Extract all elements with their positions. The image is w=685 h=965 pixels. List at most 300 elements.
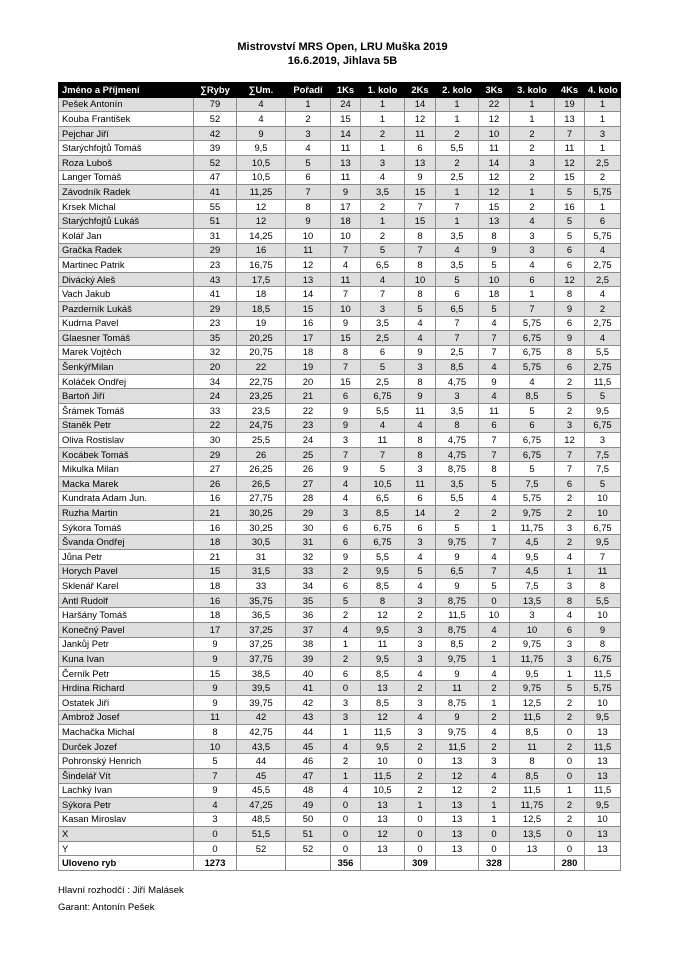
round3-count: 1 [479,520,510,535]
round1-count: 9 [331,185,361,200]
placement-sum: 20,75 [237,345,286,360]
document-subtitle: 16.6.2019, Jihlava 5B [287,55,398,67]
round2-placement: 13 [436,754,479,769]
round1-count: 7 [331,447,361,462]
competitor-name: Konečný Pavel [59,622,194,637]
round3-count: 5 [479,301,510,316]
round3-placement: 1 [510,287,555,302]
round1-count: 3 [331,710,361,725]
rank: 22 [286,404,331,419]
round4-count: 5 [555,185,585,200]
round2-count: 4 [405,579,436,594]
round4-count: 6 [555,258,585,273]
table-row [59,506,621,521]
round2-count: 3 [405,360,436,375]
round3-count: 4 [479,725,510,740]
placement-sum: 11,25 [237,185,286,200]
round3-placement: 10 [510,622,555,637]
round1-placement: 4 [361,418,405,433]
round4-count: 3 [555,520,585,535]
round3-count: 2 [479,681,510,696]
round2-placement: 8,75 [436,462,479,477]
round4-placement: 9,5 [585,535,621,550]
competitor-name: Pazderník Lukáš [59,301,194,316]
round3-count: 13 [479,214,510,229]
competitor-name: ŠenkýřMilan [59,360,194,375]
round1-placement: 4 [361,272,405,287]
round1-placement: 3,5 [361,316,405,331]
round1-count: 14 [331,126,361,141]
round2-count: 3 [405,695,436,710]
table-row [59,695,621,710]
round4-count: 1 [555,666,585,681]
round1-count: 9 [331,316,361,331]
column-header-name: Jméno a Příjmení [59,83,194,98]
round3-count: 11 [479,141,510,156]
round3-placement: 7 [510,301,555,316]
round1-count: 3 [331,695,361,710]
round1-placement: 6,5 [361,491,405,506]
fish-total: 18 [194,535,237,550]
competitor-name: Kundrata Adam Jun. [59,491,194,506]
round1-placement: 6,5 [361,258,405,273]
round4-placement: 11,5 [585,374,621,389]
fish-total: 21 [194,550,237,565]
round3-placement: 4 [510,214,555,229]
round1-placement: 7 [361,447,405,462]
round2-placement: 4,75 [436,374,479,389]
round4-count: 13 [555,112,585,127]
round3-placement: 5,75 [510,316,555,331]
round1-count: 8 [331,345,361,360]
rank: 34 [286,579,331,594]
round3-placement: 9,75 [510,637,555,652]
round2-count: 1 [405,798,436,813]
round4-count: 2 [555,374,585,389]
round4-count: 6 [555,316,585,331]
round2-placement: 3,5 [436,258,479,273]
competitor-name: Ambrož Josef [59,710,194,725]
round1-placement: 6,75 [361,520,405,535]
fish-total: 33 [194,404,237,419]
round1-count: 7 [331,243,361,258]
round4-placement: 9,5 [585,710,621,725]
placement-sum: 9 [237,126,286,141]
round2-count: 8 [405,433,436,448]
competitor-name: Ruzha Martin [59,506,194,521]
round2-placement: 3 [436,389,479,404]
competitor-name: Bartoň Jiří [59,389,194,404]
round2-count: 9 [405,345,436,360]
round2-count: 3 [405,622,436,637]
round4-count: 2 [555,739,585,754]
round3-placement: 4,5 [510,535,555,550]
round4-placement: 13 [585,841,621,856]
competitor-name: Jankůj Petr [59,637,194,652]
round3-placement: 6 [510,272,555,287]
round1-placement: 12 [361,710,405,725]
round1-placement: 8,5 [361,666,405,681]
table-row [59,652,621,667]
round4-placement: 11,5 [585,783,621,798]
rank: 35 [286,593,331,608]
round1-placement: 7 [361,287,405,302]
competitor-name: Roza Luboš [59,155,194,170]
competitor-name: Staněk Petr [59,418,194,433]
round3-placement: 6,75 [510,433,555,448]
table-row [59,535,621,550]
round1-placement: 5 [361,243,405,258]
round1-placement: 11,5 [361,725,405,740]
placement-sum: 31,5 [237,564,286,579]
round1-placement: 2 [361,228,405,243]
rank: 12 [286,258,331,273]
round3-placement: 3 [510,228,555,243]
round1-count: 1 [331,637,361,652]
placement-sum: 19 [237,316,286,331]
round4-placement: 2,75 [585,258,621,273]
round3-count: 4 [479,389,510,404]
round1-count: 15 [331,374,361,389]
placement-sum: 4 [237,112,286,127]
total-row [59,856,621,871]
placement-sum: 43,5 [237,739,286,754]
table-row [59,228,621,243]
rank: 20 [286,374,331,389]
fish-total: 0 [194,841,237,856]
total-round3-count: 328 [479,856,510,871]
placement-sum: 20,25 [237,331,286,346]
round2-placement: 5,5 [436,141,479,156]
table-row [59,433,621,448]
round3-placement: 9,75 [510,681,555,696]
rank: 36 [286,608,331,623]
round4-placement: 5,75 [585,681,621,696]
round1-count: 11 [331,170,361,185]
round1-placement: 10,5 [361,477,405,492]
round2-count: 9 [405,170,436,185]
rank: 31 [286,535,331,550]
round2-placement: 5 [436,520,479,535]
round3-placement: 6,75 [510,345,555,360]
round4-placement: 2,75 [585,316,621,331]
round2-placement: 4,75 [436,447,479,462]
round1-count: 11 [331,141,361,156]
round3-placement: 2 [510,199,555,214]
rank: 40 [286,666,331,681]
round2-placement: 9 [436,666,479,681]
round3-count: 2 [479,710,510,725]
round1-placement: 8 [361,593,405,608]
table-row [59,637,621,652]
round2-count: 5 [405,301,436,316]
competitor-name: Machačka Michal [59,725,194,740]
round4-placement: 10 [585,491,621,506]
table-row [59,214,621,229]
competitor-name: Sýkora Tomáš [59,520,194,535]
round1-count: 11 [331,272,361,287]
round2-placement: 8,75 [436,695,479,710]
round4-placement: 9 [585,622,621,637]
round2-placement: 2 [436,126,479,141]
round2-placement: 5,5 [436,491,479,506]
round3-count: 0 [479,593,510,608]
round2-placement: 8,5 [436,360,479,375]
round4-placement: 10 [585,506,621,521]
round3-count: 0 [479,827,510,842]
round1-placement: 11 [361,433,405,448]
table-row [59,418,621,433]
table-row [59,681,621,696]
rank: 29 [286,506,331,521]
round4-count: 7 [555,447,585,462]
round1-count: 5 [331,593,361,608]
round2-placement: 1 [436,185,479,200]
round4-placement: 7 [585,550,621,565]
rank: 2 [286,112,331,127]
round4-placement: 8 [585,637,621,652]
placement-sum: 12 [237,214,286,229]
rank: 42 [286,695,331,710]
round4-placement: 4 [585,331,621,346]
rank: 8 [286,199,331,214]
round3-placement: 13 [510,841,555,856]
placement-sum: 12 [237,199,286,214]
rank: 15 [286,301,331,316]
rank: 10 [286,228,331,243]
rank: 32 [286,550,331,565]
round3-count: 15 [479,199,510,214]
table-row [59,768,621,783]
round3-count: 3 [479,754,510,769]
round1-count: 24 [331,97,361,112]
table-row [59,827,621,842]
table-row [59,301,621,316]
round3-count: 5 [479,258,510,273]
fish-total: 9 [194,695,237,710]
round3-placement: 1 [510,97,555,112]
total-cell [585,856,621,871]
total-cell [510,856,555,871]
competitor-name: Martinec Patrik [59,258,194,273]
round4-placement: 3 [585,433,621,448]
round1-placement: 11 [361,637,405,652]
round2-placement: 9 [436,579,479,594]
round1-count: 6 [331,579,361,594]
round1-count: 9 [331,418,361,433]
round4-placement: 10 [585,608,621,623]
round1-count: 9 [331,462,361,477]
table-row [59,374,621,389]
total-round2-count: 309 [405,856,436,871]
round3-placement: 2 [510,141,555,156]
round3-count: 0 [479,841,510,856]
placement-sum: 35,75 [237,593,286,608]
round3-placement: 2 [510,126,555,141]
table-row [59,389,621,404]
column-header-round3-count: 3Ks [479,83,510,98]
table-row [59,199,621,214]
round2-placement: 4,75 [436,433,479,448]
table-row [59,345,621,360]
guarantor: Garant: Antonín Pešek [58,902,155,913]
competitor-name: Sýkora Petr [59,798,194,813]
round4-count: 3 [555,652,585,667]
round1-placement: 1 [361,141,405,156]
rank: 48 [286,783,331,798]
rank: 1 [286,97,331,112]
round4-count: 1 [555,564,585,579]
round1-count: 0 [331,812,361,827]
round3-count: 9 [479,243,510,258]
round2-count: 11 [405,477,436,492]
round3-count: 1 [479,652,510,667]
round3-count: 4 [479,491,510,506]
round1-placement: 5 [361,360,405,375]
round3-count: 7 [479,345,510,360]
round2-placement: 2,5 [436,345,479,360]
table-row [59,287,621,302]
fish-total: 9 [194,637,237,652]
round4-placement: 6,75 [585,520,621,535]
competitor-name: Šindelář Vít [59,768,194,783]
round3-count: 1 [479,798,510,813]
round1-count: 10 [331,301,361,316]
round1-count: 15 [331,331,361,346]
round2-count: 6 [405,520,436,535]
rank: 25 [286,447,331,462]
round4-placement: 5 [585,389,621,404]
total-round1-count: 356 [331,856,361,871]
fish-total: 24 [194,389,237,404]
round3-placement: 4 [510,374,555,389]
round4-placement: 5,5 [585,345,621,360]
round1-count: 0 [331,681,361,696]
round4-placement: 4 [585,243,621,258]
placement-sum: 39,75 [237,695,286,710]
chief-referee: Hlavní rozhodčí : Jiří Malásek [58,885,184,896]
round1-placement: 9,5 [361,622,405,637]
rank: 24 [286,433,331,448]
round1-count: 9 [331,404,361,419]
total-cell [436,856,479,871]
round1-count: 10 [331,228,361,243]
round2-count: 3 [405,535,436,550]
round1-placement: 13 [361,798,405,813]
round2-count: 0 [405,754,436,769]
round3-placement: 5,75 [510,491,555,506]
column-header-round3: 3. kolo [510,83,555,98]
round2-count: 12 [405,112,436,127]
results-table [58,82,621,871]
round3-placement: 9,75 [510,506,555,521]
round2-count: 9 [405,389,436,404]
rank: 27 [286,477,331,492]
fish-total: 9 [194,681,237,696]
round2-count: 3 [405,725,436,740]
round3-placement: 4,5 [510,564,555,579]
column-header-round2: 2. kolo [436,83,479,98]
round4-count: 2 [555,695,585,710]
fish-total: 39 [194,141,237,156]
round2-placement: 4 [436,243,479,258]
fish-total: 47 [194,170,237,185]
table-row [59,550,621,565]
round2-count: 2 [405,681,436,696]
placement-sum: 37,25 [237,622,286,637]
round3-count: 6 [479,418,510,433]
round2-count: 4 [405,331,436,346]
round2-placement: 12 [436,783,479,798]
table-row [59,272,621,287]
round1-count: 13 [331,155,361,170]
round2-placement: 8,75 [436,593,479,608]
table-row [59,739,621,754]
round3-placement: 7,5 [510,477,555,492]
fish-total: 34 [194,374,237,389]
competitor-name: Mikulka Milan [59,462,194,477]
round1-count: 1 [331,768,361,783]
table-row [59,170,621,185]
fish-total: 17 [194,622,237,637]
placement-sum: 39,5 [237,681,286,696]
table-row [59,126,621,141]
round3-placement: 11,75 [510,520,555,535]
competitor-name: Macka Marek [59,477,194,492]
round3-placement: 11,5 [510,783,555,798]
round2-placement: 13 [436,827,479,842]
round2-placement: 2,5 [436,170,479,185]
placement-sum: 42,75 [237,725,286,740]
round3-count: 10 [479,272,510,287]
round2-count: 15 [405,214,436,229]
placement-sum: 51,5 [237,827,286,842]
round4-count: 12 [555,433,585,448]
round2-placement: 9,75 [436,725,479,740]
round1-placement: 8,5 [361,506,405,521]
round2-placement: 7 [436,199,479,214]
round1-placement: 10,5 [361,783,405,798]
round2-count: 3 [405,593,436,608]
round3-count: 7 [479,433,510,448]
round2-count: 3 [405,462,436,477]
round4-count: 8 [555,593,585,608]
round4-placement: 7,5 [585,447,621,462]
round1-placement: 2 [361,126,405,141]
total-label: Uloveno ryb [59,856,194,871]
round3-count: 1 [479,812,510,827]
fish-total: 5 [194,754,237,769]
placement-sum: 18,5 [237,301,286,316]
round1-placement: 5,5 [361,550,405,565]
competitor-name: Pešek Antonín [59,97,194,112]
round2-placement: 3,5 [436,477,479,492]
fish-total: 35 [194,331,237,346]
rank: 16 [286,316,331,331]
round1-placement: 13 [361,812,405,827]
column-header-round4: 4. kolo [585,83,621,98]
round4-count: 6 [555,477,585,492]
rank: 28 [286,491,331,506]
table-row [59,841,621,856]
round2-placement: 13 [436,841,479,856]
fish-total: 16 [194,593,237,608]
column-header-rank: Pořadí [286,83,331,98]
competitor-name: Horych Pavel [59,564,194,579]
round4-placement: 13 [585,768,621,783]
placement-sum: 16 [237,243,286,258]
competitor-name: Haršány Tomáš [59,608,194,623]
